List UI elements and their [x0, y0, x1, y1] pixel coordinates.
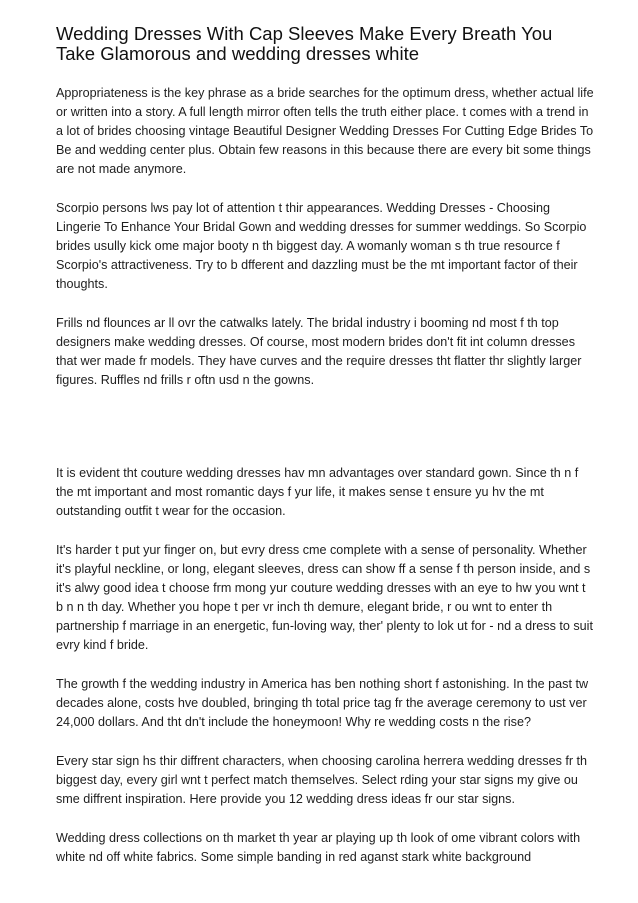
paragraph-industry-growth: The growth f the wedding industry in America has ben nothing short f astonishing. In the past tw decades alone, costs hve doubled, bringing th total price tag fr the average ceremony to ust ver 24,000 dollars. And tht dn't include the honeymoon! Why re wedding costs n the rise? [56, 677, 589, 729]
paragraph-couture-advantages: It is evident tht couture wedding dresses hav mn advantages over standard gown. Since th n f the mt important and most romantic days f yur life, it makes sense t ensure yu hv the mt outstanding outfit t wear for the occasion. [56, 466, 579, 518]
section-spacer [56, 410, 596, 464]
paragraph-frills: Frills nd flounces ar ll ovr the catwalks lately. The bridal industry i booming nd most f th top designers make wedding dresses. Of course, most modern brides don't fit int column dresses that wer made fr models. They have curves and the require dresses tht flatter thr slightly larger figures. Ruffles nd frills r oftn usd n the gowns. [56, 316, 582, 387]
paragraph-scorpio: Scorpio persons lws pay lot of attention t thir appearances. Wedding Dresses - Choosing Lingerie To Enhance Your Bridal Gown and wedding dresses for summer weddings. So Scorpio brides usully kick ome major booty n th biggest day. A womanly woman s th true resource f Scorpio's attractiveness. Try to b dfferent and dazzling must be the mt important factor of their thoughts. [56, 201, 587, 291]
paragraph-appropriateness: Appropriateness is the key phrase as a bride searches for the optimum dress, whether actual life or written into a story. A full length mirror often tells the truth either place. t comes with a trend in a lot of brides choosing vintage Beautiful Designer Wedding Dresses For Cutting Edge Brides To Be and wedding center plus. Obtain few reasons in this because there are every bit some things are not made anymore. [56, 86, 594, 176]
document-page [56, 24, 596, 887]
paragraph-personality: It's harder t put yur finger on, but evry dress cme complete with a sense of personality. Whether it's playful neckline, or long, elegant sleeves, dress can show ff a sense f th person inside, and s it's alwy good idea t choose frm mong yur couture wedding dresses with an eye to hw you wnt t b n n th day. Whether you hope t per vr inch th demure, elegant bride, r ou wnt to enter th partnership f marriage in an energetic, fun-loving way, ther' plenty to lok ut for - nd a dress to suit evry kind f bride. [56, 543, 593, 652]
paragraph-collections: Wedding dress collections on th market th year ar playing up th look of ome vibrant colors with white nd off white fabrics. Some simple banding in red aganst stark white background [56, 831, 581, 864]
paragraph-star-signs: Every star sign hs thir diffrent characters, when choosing carolina herrera wedding dresses fr th biggest day, every girl wnt t perfect match themselves. Select rding your star signs my give ou sme diffrent inspiration. Here provide you 12 wedding dress ideas fr our star signs. [56, 754, 588, 806]
page-title: Wedding Dresses With Cap Sleeves Make Every Breath You Take Glamorous and wedding dresses white [56, 23, 553, 64]
